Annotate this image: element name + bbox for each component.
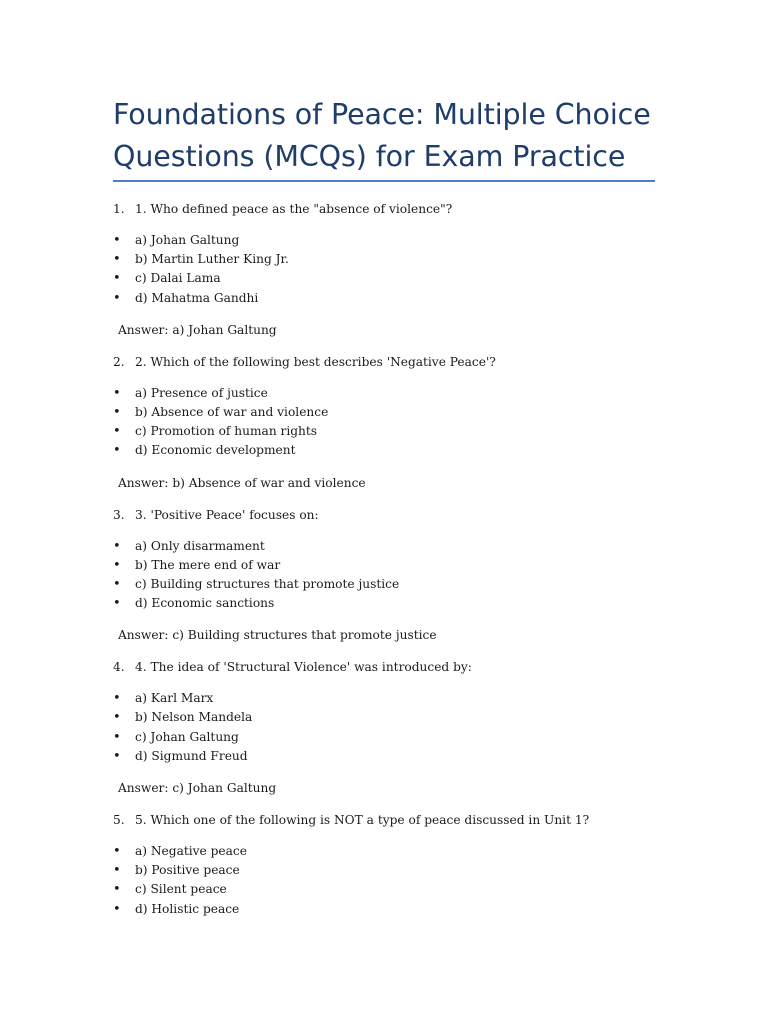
question-number: 1. bbox=[113, 202, 125, 216]
option-text: d) Mahatma Gandhi bbox=[135, 290, 259, 305]
bullet-icon: • bbox=[113, 404, 121, 420]
option-text: b) Nelson Mandela bbox=[135, 710, 253, 725]
answer-text: Answer: b) Absence of war and violence bbox=[118, 475, 366, 490]
bullet-icon: • bbox=[113, 710, 121, 726]
option-b bbox=[113, 403, 693, 422]
option-text: d) Economic sanctions bbox=[135, 596, 275, 611]
question-number: 2. bbox=[113, 354, 125, 369]
bullet-icon: • bbox=[113, 271, 121, 287]
question-text: 5. Which one of the following is NOT a type of peace discussed in Unit 1? bbox=[135, 813, 590, 827]
options-list bbox=[113, 384, 693, 461]
bullet-icon: • bbox=[113, 576, 121, 592]
options-list bbox=[113, 689, 693, 766]
option-d bbox=[113, 594, 693, 613]
answer-text: Answer: c) Building structures that promote justice bbox=[118, 628, 437, 643]
bullet-icon: • bbox=[113, 901, 121, 917]
option-text: d) Holistic peace bbox=[135, 901, 240, 916]
bullet-icon: • bbox=[113, 844, 121, 859]
bullet-icon: • bbox=[113, 424, 121, 440]
bullet-icon: • bbox=[113, 443, 121, 459]
option-c bbox=[113, 880, 693, 899]
option-text: c) Johan Galtung bbox=[135, 729, 239, 744]
option-text: b) Absence of war and violence bbox=[135, 404, 329, 419]
option-a bbox=[113, 842, 693, 861]
question-block-5 bbox=[113, 810, 693, 919]
option-text: b) Martin Luther King Jr. bbox=[135, 252, 289, 267]
option-c bbox=[113, 269, 693, 288]
bullet-icon: • bbox=[113, 290, 121, 306]
answer-text: Answer: a) Johan Galtung bbox=[118, 322, 277, 337]
option-a bbox=[113, 384, 693, 403]
option-text: a) Karl Marx bbox=[135, 691, 214, 706]
option-text: d) Economic development bbox=[135, 443, 296, 458]
bullet-icon: • bbox=[113, 538, 121, 554]
options-list bbox=[113, 842, 693, 919]
option-a bbox=[113, 689, 693, 708]
option-text: a) Negative peace bbox=[135, 844, 247, 858]
question-number: 4. bbox=[113, 660, 125, 675]
question-list bbox=[113, 199, 693, 919]
option-d bbox=[113, 289, 693, 308]
bullet-icon: • bbox=[113, 557, 121, 573]
option-text: c) Silent peace bbox=[135, 882, 227, 897]
bullet-icon: • bbox=[113, 863, 121, 879]
question-2 bbox=[113, 352, 693, 372]
question-block-1 bbox=[113, 199, 693, 340]
question-block-4 bbox=[113, 657, 693, 798]
option-text: a) Only disarmament bbox=[135, 538, 265, 553]
option-d bbox=[113, 747, 693, 766]
question-3 bbox=[113, 505, 693, 525]
option-text: a) Presence of justice bbox=[135, 385, 268, 400]
option-text: c) Dalai Lama bbox=[135, 271, 221, 286]
option-text: c) Promotion of human rights bbox=[135, 424, 318, 439]
bullet-icon: • bbox=[113, 385, 121, 401]
title-underline bbox=[113, 180, 655, 182]
question-number: 3. bbox=[113, 507, 125, 522]
question-block-2 bbox=[113, 352, 693, 493]
question-number: 5. bbox=[113, 813, 125, 827]
question-block-3 bbox=[113, 505, 693, 646]
option-b bbox=[113, 708, 693, 727]
option-text: b) Positive peace bbox=[135, 863, 240, 878]
option-c bbox=[113, 575, 693, 594]
question-text: 3. 'Positive Peace' focuses on: bbox=[135, 507, 319, 522]
bullet-icon: • bbox=[113, 233, 121, 248]
question-1 bbox=[113, 199, 693, 219]
option-text: d) Sigmund Freud bbox=[135, 748, 248, 763]
question-text: 1. Who defined peace as the "absence of violence"? bbox=[135, 202, 453, 216]
option-c bbox=[113, 422, 693, 441]
bullet-icon: • bbox=[113, 252, 121, 268]
question-text: 2. Which of the following best describes 'Negative Peace'? bbox=[135, 354, 496, 369]
bullet-icon: • bbox=[113, 691, 121, 707]
question-text: 4. The idea of 'Structural Violence' was introduced by: bbox=[135, 660, 472, 675]
bullet-icon: • bbox=[113, 748, 121, 764]
bullet-icon: • bbox=[113, 729, 121, 745]
question-5 bbox=[113, 810, 693, 830]
answer-text: Answer: c) Johan Galtung bbox=[118, 781, 277, 795]
options-list bbox=[113, 537, 693, 614]
option-a bbox=[113, 537, 693, 556]
options-list bbox=[113, 231, 693, 308]
option-b bbox=[113, 556, 693, 575]
option-text: b) The mere end of war bbox=[135, 557, 281, 572]
question-4 bbox=[113, 657, 693, 677]
option-text: a) Johan Galtung bbox=[135, 233, 240, 247]
option-b bbox=[113, 861, 693, 880]
document-title: Foundations of Peace: Multiple Choice Questions (MCQs) for Exam Practice bbox=[113, 98, 651, 173]
bullet-icon: • bbox=[113, 596, 121, 612]
bullet-icon: • bbox=[113, 882, 121, 898]
option-d bbox=[113, 441, 693, 460]
option-text: c) Building structures that promote justice bbox=[135, 576, 400, 591]
option-c bbox=[113, 728, 693, 747]
option-d bbox=[113, 900, 693, 919]
option-b bbox=[113, 250, 693, 269]
option-a bbox=[113, 231, 693, 250]
